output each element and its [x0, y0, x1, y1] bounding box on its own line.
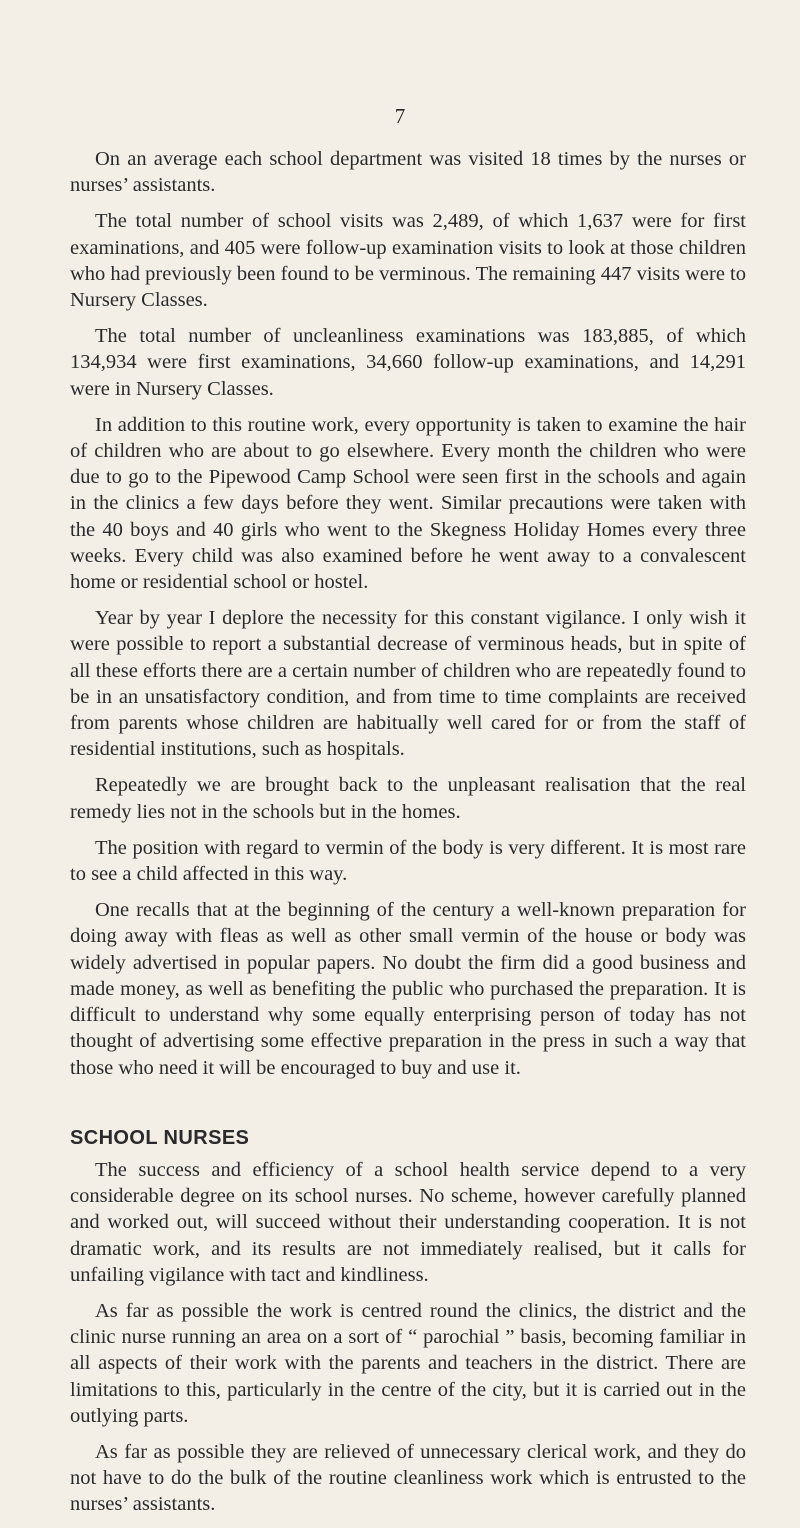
body-text	[70, 146, 746, 1528]
paragraph: As far as possible the work is centred round the clinics, the district and the clinic nurse running an area on a sort of “ parochial ” basis, becoming familiar in all aspects of their work with the parents and teachers in the district. There are limitations to this, particularly in the centre of the city, but it is carried out in the outlying parts.	[70, 1299, 746, 1427]
paragraph: The total number of school visits was 2,489, of which 1,637 were for first examinations, and 405 were follow-up examination visits to look at those children who had previously been found to be verminous. The remaining 447 visits were to Nursery Classes.	[70, 210, 746, 312]
paragraph: In addition to this routine work, every opportunity is taken to examine the hair of children who are about to go elsewhere. Every month the children who were due to go to the Pipewood Camp School were seen first in the schools and again in the clinics a few days before they went. Similar precautions were taken with the 40 boys and 40 girls who went to the Skegness Holiday Homes every three weeks. Every child was also examined before he went away to a convalescent home or residential school or hostel.	[70, 413, 746, 594]
paragraph: On an average each school department was visited 18 times by the nurses or nurses’ assistants.	[70, 148, 746, 197]
paragraph: The position with regard to vermin of the body is very different. It is most rare to see a child affected in this way.	[70, 836, 746, 886]
paragraph: Repeatedly we are brought back to the unpleasant realisation that the real remedy lies not in the schools but in the homes.	[70, 774, 746, 823]
paragraph: The success and efficiency of a school health service depend to a very considerable degree on its school nurses. No scheme, however carefully planned and worked out, will succeed without their understanding cooperation. It is not dramatic work, and its results are not immediately realised, but it calls for unfailing vigilance with tact and kindliness.	[70, 1158, 746, 1286]
paragraph: One recalls that at the beginning of the century a well-known preparation for doing away with fleas as well as other small vermin of the house or body was widely advertised in popular papers. No doubt the firm did a good business and made money, as well as benefiting the public who purchased the preparation. It is difficult to understand why some equally enterprising person of today has not thought of advertising some effective preparation in the press in such a way that those who need it will be encouraged to buy and use it.	[70, 899, 746, 1079]
paragraph: Year by year I deplore the necessity for this constant vigilance. I only wish it were possible to report a substantial decrease of verminous heads, but in spite of all these efforts there are a certain number of children who are repeatedly found to be in an unsatisfactory condition, and from time to time complaints are received from parents whose children are habitually well cared for or from the staff of residential institutions, such as hospitals.	[70, 607, 746, 761]
page-number: 7	[394, 104, 406, 128]
paragraph: As far as possible they are relieved of unnecessary clerical work, and they do not have to do the bulk of the routine cleanliness work which is entrusted to the nurses’ assistants.	[70, 1440, 746, 1516]
section-heading: SCHOOL NURSES	[70, 1126, 250, 1149]
paragraph: The total number of uncleanliness examinations was 183,885, of which 134,934 were first examinations, 34,660 follow-up examinations, and 14,291 were in Nursery Classes.	[70, 325, 746, 400]
